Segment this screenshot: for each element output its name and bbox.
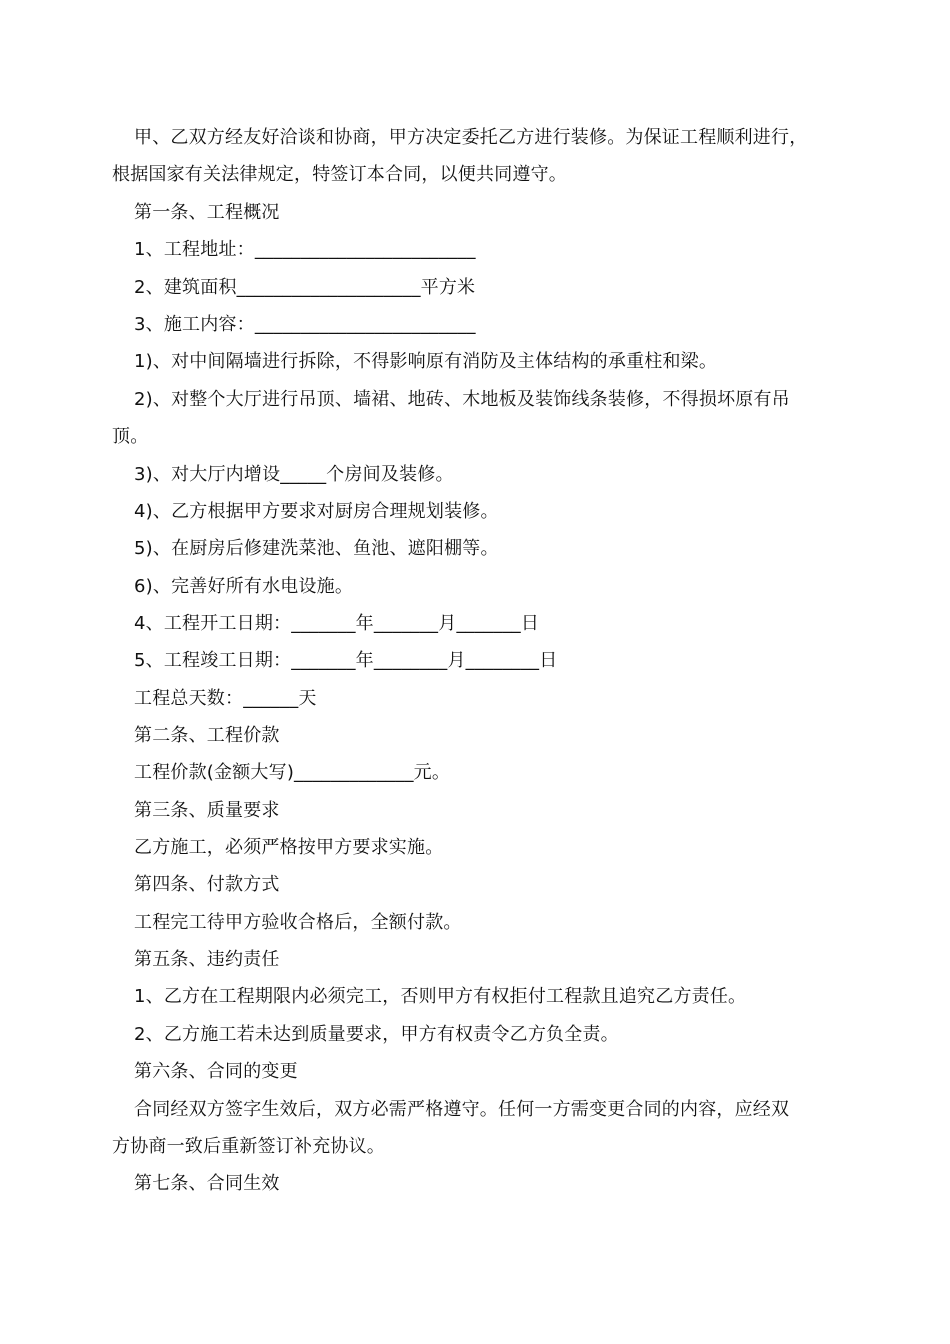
content-item-2: 2)、对整个大厅进行吊顶、墙裙、地砖、木地板及装饰线条装修，不得损坏原有吊 — [134, 389, 790, 410]
intro-line-2: 根据国家有关法律规定，特签订本合同，以便共同遵守。 — [112, 164, 567, 185]
content-item-5: 5)、在厨房后修建洗菜池、鱼池、遮阳棚等。 — [134, 538, 499, 559]
construction-content-label: 3、施工内容：________________________ — [134, 314, 476, 335]
payment-method: 工程完工待甲方验收合格后，全额付款。 — [134, 912, 462, 933]
article-1-heading: 第一条、工程概况 — [134, 202, 280, 223]
breach-item-1: 1、乙方在工程期限内必须完工，否则甲方有权拒付工程款且追究乙方责任。 — [134, 986, 747, 1007]
quality-requirement: 乙方施工，必须严格按甲方要求实施。 — [134, 837, 444, 858]
content-item-4: 4)、乙方根据甲方要求对厨房合理规划装修。 — [134, 501, 499, 522]
contract-change-line-1: 合同经双方签字生效后，双方必需严格遵守。任何一方需变更合同的内容，应经双 — [134, 1099, 790, 1120]
intro-line-1: 甲、乙双方经友好洽谈和协商，甲方决定委托乙方进行装修。为保证工程顺利进行， — [134, 127, 808, 148]
project-address: 1、工程地址：________________________ — [134, 239, 476, 260]
content-item-6: 6)、完善好所有水电设施。 — [134, 576, 354, 597]
contract-change-line-2: 方协商一致后重新签订补充协议。 — [112, 1136, 385, 1157]
project-price: 工程价款(金额大写)_____________元。 — [134, 762, 451, 783]
article-3-heading: 第三条、质量要求 — [134, 800, 280, 821]
article-2-heading: 第二条、工程价款 — [134, 725, 280, 746]
content-item-2-continued: 顶。 — [112, 426, 149, 447]
article-5-heading: 第五条、违约责任 — [134, 949, 280, 970]
article-4-heading: 第四条、付款方式 — [134, 874, 280, 895]
content-item-1: 1)、对中间隔墙进行拆除，不得影响原有消防及主体结构的承重柱和梁。 — [134, 351, 718, 372]
content-item-3: 3)、对大厅内增设_____个房间及装修。 — [134, 464, 454, 485]
breach-item-2: 2、乙方施工若未达到质量要求，甲方有权责令乙方负全责。 — [134, 1024, 619, 1045]
article-6-heading: 第六条、合同的变更 — [134, 1061, 298, 1082]
article-7-heading: 第七条、合同生效 — [134, 1173, 280, 1194]
total-days: 工程总天数：______天 — [134, 688, 317, 709]
building-area: 2、建筑面积____________________平方米 — [134, 277, 476, 298]
start-date: 4、工程开工日期：_______年_______月_______日 — [134, 613, 540, 634]
end-date: 5、工程竣工日期：_______年________月________日 — [134, 650, 558, 671]
